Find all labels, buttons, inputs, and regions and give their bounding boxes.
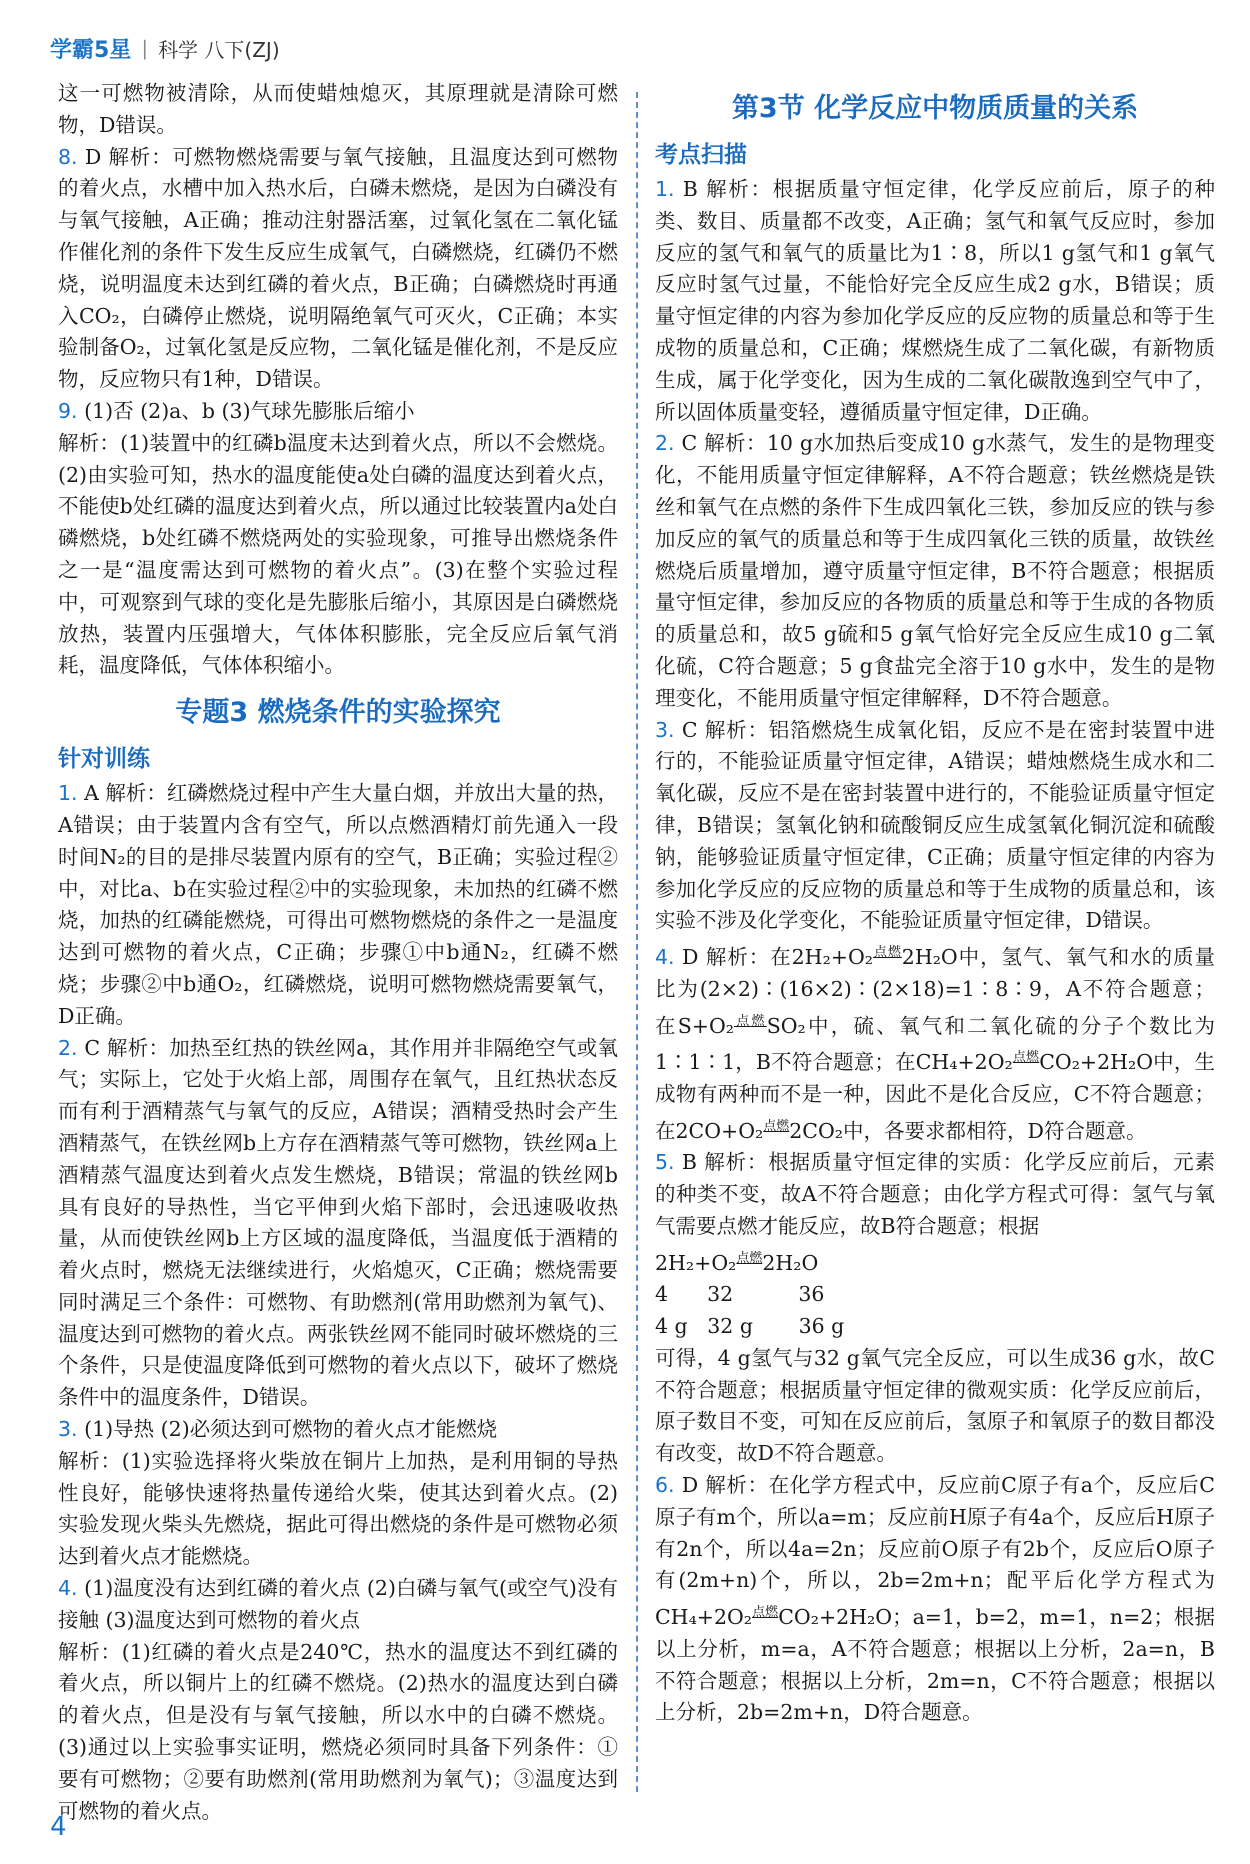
training-2: 2. C 解析：加热至红热的铁丝网a，其作用并非隔绝空气或氧气；实际上，它处于火焰上部，周围存在氧气，且红热状态反而有利于酒精蒸气与氧气的反应，A错误；酒精受热时会产生酒精蒸气，在铁丝网b上方存在酒精蒸气等可燃物，铁丝网a上酒精蒸气温度达到着火点发生燃烧，B错误；常温的铁丝网b具有良好的导热性，当它平伸到火焰下部时，会迅速吸收热量，从而使铁丝网b上方区域的温度降低，当温度低于酒精的着火点时，燃烧无法继续进行，火焰熄灭，C正确；燃烧需要同时满足三个条件：可燃物、有助燃剂(常用助燃剂为氧气)、温度达到可燃物的着火点。两张铁丝网不能同时破坏燃烧的三个条件，只是使温度降低到可燃物的着火点以下，破坏了燃烧条件中的温度条件，D错误。 <box>58 1035 618 1410</box>
right-column <box>655 78 1215 1729</box>
training-title: 针对训练 <box>58 746 150 773</box>
training-1: 1. A 解析：红磷燃烧过程中产生大量白烟，并放出大量的热，A错误；由于装置内含有空气，所以点燃酒精灯前先通入一段时间N₂的目的是排尽装置内原有的空气，B正确；实验过程②中，对比a、b在实验过程②中的实验现象，未加热的红磷不燃烧，加热的红磷能燃烧，可得出可燃物燃烧的条件之一是温度达到可燃物的着火点，C正确；步骤①中b通N₂，红磷不燃烧；步骤②中b通O₂，红磷燃烧，说明可燃物燃烧需要氧气，D正确。 <box>58 781 618 1028</box>
equation-row: 4 g 32 g 36 g <box>655 1314 845 1339</box>
answer-r5-explanation: 可得，4 g氢气与32 g氧气完全反应，可以生成36 g水，故C不符合题意；根据质量守恒定律的微观实质：化学反应前后，原子数目不变，可知在反应前后，氢原子和氧原子的数目都没有改变，故D不符合题意。 <box>655 1345 1215 1466</box>
scan-title: 考点扫描 <box>655 142 747 168</box>
reaction-condition: 点燃 <box>733 1013 767 1029</box>
reaction-condition: 点燃 <box>763 1118 790 1134</box>
equation: 2H₂+O₂$^{点燃}$2H₂O <box>655 1250 819 1275</box>
answer-r3: 3. C 解析：铝箔燃烧生成氧化铝，反应不是在密封装置中进行的，不能验证质量守恒定律，A错误；蜡烛燃烧生成水和二氧化碳，反应不是在密封装置中进行的，不能验证质量守恒定律，B错误；氢氧化钠和硫酸铜反应生成氢氧化铜沉淀和硫酸钠，能够验证质量守恒定律，C正确；质量守恒定律的内容为参加化学反应的反应物的质量总和等于生成物的质量总和，该实验不涉及化学变化，不能验证质量守恒定律，D错误。 <box>655 717 1215 933</box>
section-title: 第3节 化学反应中物质质量的关系 <box>731 93 1139 124</box>
page-header <box>50 28 280 68</box>
reaction-condition: 点燃 <box>752 1605 779 1621</box>
training-3: 3. (1)导热 (2)必须达到可燃物的着火点才能燃烧 <box>58 1417 498 1442</box>
column-divider <box>636 92 638 1792</box>
reaction-condition: 点燃 <box>872 945 902 961</box>
subject-label: 科学 八下(ZJ) <box>158 37 280 62</box>
reaction-condition: 点燃 <box>1012 1050 1040 1066</box>
answer-9-explanation: 解析：(1)装置中的红磷b温度未达到着火点，所以不会燃烧。(2)由实验可知，热水的温度能使a处白磷的温度达到着火点，不能使b处红磷的温度达到着火点，所以通过比较装置内a处白磷燃烧，b处红磷不燃烧两处的实验现象，可推导出燃烧条件之一是“温度需达到可燃物的着火点”。(3)在整个实验过程中，可观察到气球的变化是先膨胀后缩小，其原因是白磷燃烧放热，装置内压强增大，气体体积膨胀，完全反应后氧气消耗，温度降低，气体体积缩小。 <box>58 430 618 678</box>
training-4-explanation: 解析：(1)红磷的着火点是240℃，热水的温度达不到红磷的着火点，所以铜片上的红磷不燃烧。(2)热水的温度达到白磷的着火点，但是没有与氧气接触，所以水中的白磷不燃烧。(3)通过以上实验事实证明，燃烧必须同时具备下列条件：①要有可燃物；②要有助燃剂(常用助燃剂为氧气)；③温度达到可燃物的着火点。 <box>58 1639 618 1823</box>
answer-r1: 1. B 解析：根据质量守恒定律，化学反应前后，原子的种类、数目、质量都不改变，A正确；氢气和氧气反应时，参加反应的氢气和氧气的质量比为1∶8，所以1 g氢气和1 g氧气反应时氢气过量，不能恰好完全反应生成2 g水，B错误；质量守恒定律的内容为参加化学反应的反应物的质量总和等于生成物的质量总和，C正确；煤燃烧生成了二氧化碳，有新物质生成，属于化学变化，因为生成的二氧化碳散逸到空气中了，所以固体质量变轻，遵循质量守恒定律，D正确。 <box>655 177 1215 424</box>
page-number: 4 <box>50 1812 67 1842</box>
brand-logo: 学霸5星 <box>50 37 132 63</box>
answer-9: 9. (1)否 (2)a、b (3)气球先膨胀后缩小 <box>58 398 415 423</box>
answer-r6: 6. D 解析：在化学方程式中，反应前C原子有a个，反应后C原子有m个，所以a=m；反应前H原子有4a个，反应后H原子有2n个，所以4a=2n；反应前O原子有2b个，反应后O原子有(2m+n)个，所以，2b=2m+n；配平后化学方程式为CH₄+2O₂$^{点燃}$CO₂+2H₂O；a=1，b=2，m=1，n=2；根据以上分析，m=a，A不符合题意；根据以上分析，2a=n，B不符合题意；根据以上分析，2m=n，C不符合题意；根据以上分析，2b=2m+n，D符合题意。 <box>655 1473 1215 1725</box>
left-column <box>58 78 618 1827</box>
paragraph: 这一可燃物被清除，从而使蜡烛熄灭，其原理就是清除可燃物，D错误。 <box>58 81 618 137</box>
topic-title: 专题3 燃烧条件的实验探究 <box>175 697 501 729</box>
answer-r5: 5. B 解析：根据质量守恒定律的实质：化学反应前后，元素的种类不变，故A不符合题意；由化学方程式可得：氢气与氧气需要点燃才能反应，故B符合题意；根据 <box>655 1150 1215 1238</box>
answer-r4: 4. D 解析：在2H₂+O₂$^{点燃}$2H₂O中，氢气、氧气和水的质量比为(2×2)∶(16×2)∶(2×18)=1∶8∶9，A不符合题意；在S+O₂$^{点燃}$SO₂中，硫、氧气和二氧化硫的分子个数比为1∶1∶1，B不符合题意；在CH₄+2O₂$^{点燃}$CO₂+2H₂O中，生成物有两种而不是一种，因此不是化合反应，C不符合题意；在2CO+O₂$^{点燃}$2CO₂中，各要求都相符，D符合题意。 <box>655 944 1215 1143</box>
equation-row: 4 32 36 <box>655 1282 825 1307</box>
reaction-condition: 点燃 <box>736 1250 763 1266</box>
training-4: 4. (1)温度没有达到红磷的着火点 (2)白磷与氧气(或空气)没有接触 (3)温度达到可燃物的着火点 <box>58 1576 618 1632</box>
header-separator: | <box>141 36 149 60</box>
answer-r2: 2. C 解析：10 g水加热后变成10 g水蒸气，发生的是物理变化，不能用质量守恒定律解释，A不符合题意；铁丝燃烧是铁丝和氧气在点燃的条件下生成四氧化三铁，参加反应的铁与参加反应的氧气的质量总和等于生成四氧化三铁的质量，故铁丝燃烧后质量增加，遵守质量守恒定律，B不符合题意；根据质量守恒定律，参加反应的各物质的质量总和等于生成的各物质的质量总和，故5 g硫和5 g氧气恰好完全反应生成10 g二氧化硫，C符合题意；5 g食盐完全溶于10 g水中，发生的是物理变化，不能用质量守恒定律解释，D不符合题意。 <box>655 431 1215 710</box>
training-3-explanation: 解析：(1)实验选择将火柴放在铜片上加热，是利用铜的导热性良好，能够快速将热量传递给火柴，使其达到着火点。(2)实验发现火柴头先燃烧，据此可得出燃烧的条件是可燃物必须达到着火点才能燃烧。 <box>58 1448 618 1569</box>
answer-8: 8. D 解析：可燃物燃烧需要与氧气接触，且温度达到可燃物的着火点，水槽中加入热水后，白磷未燃烧，是因为白磷没有与氧气接触，A正确；推动注射器活塞，过氧化氢在二氧化锰作催化剂的条件下发生反应生成氧气，白磷燃烧，红磷仍不燃烧，说明温度未达到红磷的着火点，B正确；白磷燃烧时再通入CO₂，白磷停止燃烧，说明隔绝氧气可灭火，C正确；本实验制备O₂，过氧化氢是反应物，二氧化锰是催化剂，不是反应物，反应物只有1种，D错误。 <box>58 144 618 392</box>
